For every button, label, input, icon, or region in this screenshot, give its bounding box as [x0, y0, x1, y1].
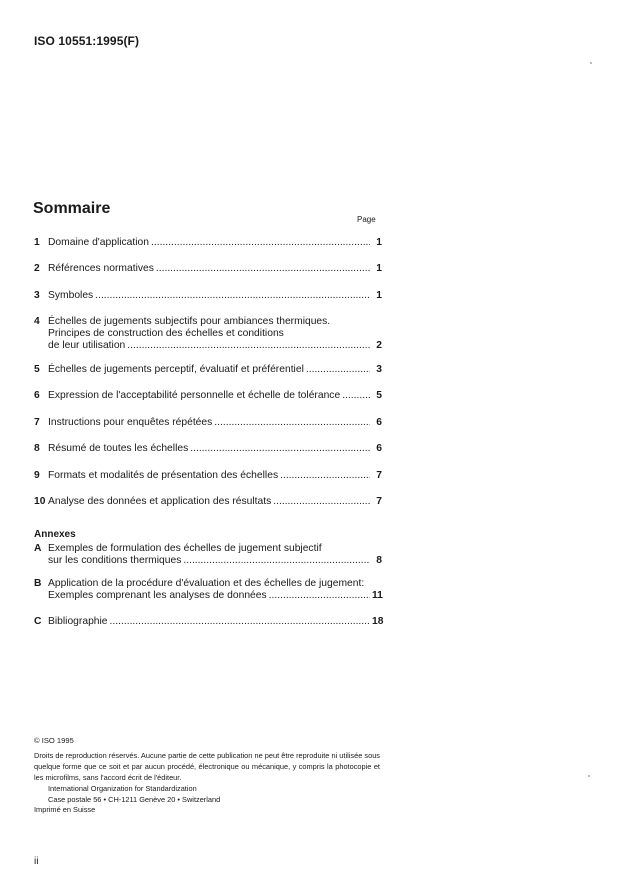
- organization-address: [48, 783, 220, 805]
- toc-entry-page: 1: [376, 290, 382, 301]
- organization-postal: Case postale 56 • CH-1211 Genève 20 • Switzerland: [48, 795, 221, 804]
- document-code: ISO 10551:1995(F): [34, 34, 140, 48]
- copyright-line: © ISO 1995: [34, 736, 74, 745]
- annex-entry-letter: B: [34, 578, 42, 589]
- annex-entry-letter: A: [34, 543, 42, 554]
- toc-entry-title-line: Principes de construction des échelles et conditions: [48, 328, 284, 339]
- toc-entry-number: 2: [34, 263, 40, 274]
- annex-entry-letter: C: [34, 616, 42, 627]
- toc-entry-number: 7: [34, 417, 40, 428]
- toc-entry-title: Instructions pour enquêtes répétées: [48, 417, 213, 428]
- toc-entry-number: 1: [34, 237, 40, 248]
- annex-entry-title: Bibliographie: [48, 616, 108, 627]
- toc-entry-page: 6: [376, 443, 382, 454]
- toc-entry-number: 10: [34, 496, 46, 507]
- toc-entry-number: 4: [34, 316, 40, 327]
- toc-entry-page: 7: [376, 470, 382, 481]
- toc-entry-page: 3: [376, 364, 382, 375]
- annex-entry-title-line: Application de la procédure d'évaluation et des échelles de jugement:: [48, 578, 365, 589]
- printed-in: Imprimé en Suisse: [34, 805, 96, 814]
- toc-entry-page: 1: [376, 263, 382, 274]
- toc-entry-page: 6: [376, 417, 382, 428]
- toc-entry-page: 7: [376, 496, 382, 507]
- toc-entry-page: 2: [376, 340, 382, 351]
- toc-entry-title: Échelles de jugements perceptif, évaluatif et préférentiel: [48, 364, 304, 375]
- annex-entry-page: 8: [376, 555, 382, 566]
- toc-entry-page: 5: [376, 390, 382, 401]
- toc-entry-page: 1: [376, 237, 382, 248]
- toc-entry-number: 5: [34, 364, 40, 375]
- annexes-heading: Annexes: [34, 529, 76, 540]
- annex-entry-title: Exemples comprenant les analyses de données: [48, 590, 267, 601]
- toc-entry-title: Symboles: [48, 290, 94, 301]
- annex-entry-title: sur les conditions thermiques: [48, 555, 182, 566]
- annex-entry-page: 11: [372, 590, 383, 601]
- toc-entry-title: Analyse des données et application des résultats: [48, 496, 272, 507]
- toc-entry-title: Expression de l'acceptabilité personnelle et échelle de tolérance: [48, 390, 341, 401]
- toc-entry-title: Formats et modalités de présentation des échelles: [48, 470, 279, 481]
- toc-entry-number: 9: [34, 470, 40, 481]
- toc-entry-title: Résumé de toutes les échelles: [48, 443, 189, 454]
- annex-entry-title-line: Exemples de formulation des échelles de jugement subjectif: [48, 543, 322, 554]
- footer-page-number: ii: [34, 856, 39, 867]
- scan-speck: [588, 775, 590, 777]
- page-title: Sommaire: [33, 200, 111, 217]
- scan-speck: [590, 62, 592, 64]
- toc-entry-title: Domaine d'application: [48, 237, 149, 248]
- organization-name: International Organization for Standardization: [48, 784, 197, 793]
- toc-entry-number: 8: [34, 443, 40, 454]
- toc-entry-title: Références normatives: [48, 263, 154, 274]
- toc-entry-number: 3: [34, 290, 40, 301]
- toc-entry-title: de leur utilisation: [48, 340, 126, 351]
- toc-entry-title-line: Échelles de jugements subjectifs pour ambiances thermiques.: [48, 316, 331, 327]
- page-column-label: Page: [357, 215, 376, 224]
- legal-notice: Droits de reproduction réservés. Aucune partie de cette publication ne peut être reproduite ni utilisée sous quelque forme que ce soit et par aucun procédé, électronique ou mécanique, y compris la photocopie et les microfilms, sans l'accord écrit de l'éditeur.: [34, 751, 380, 782]
- annex-entry-page: 18: [372, 616, 384, 627]
- toc-entry-number: 6: [34, 390, 40, 401]
